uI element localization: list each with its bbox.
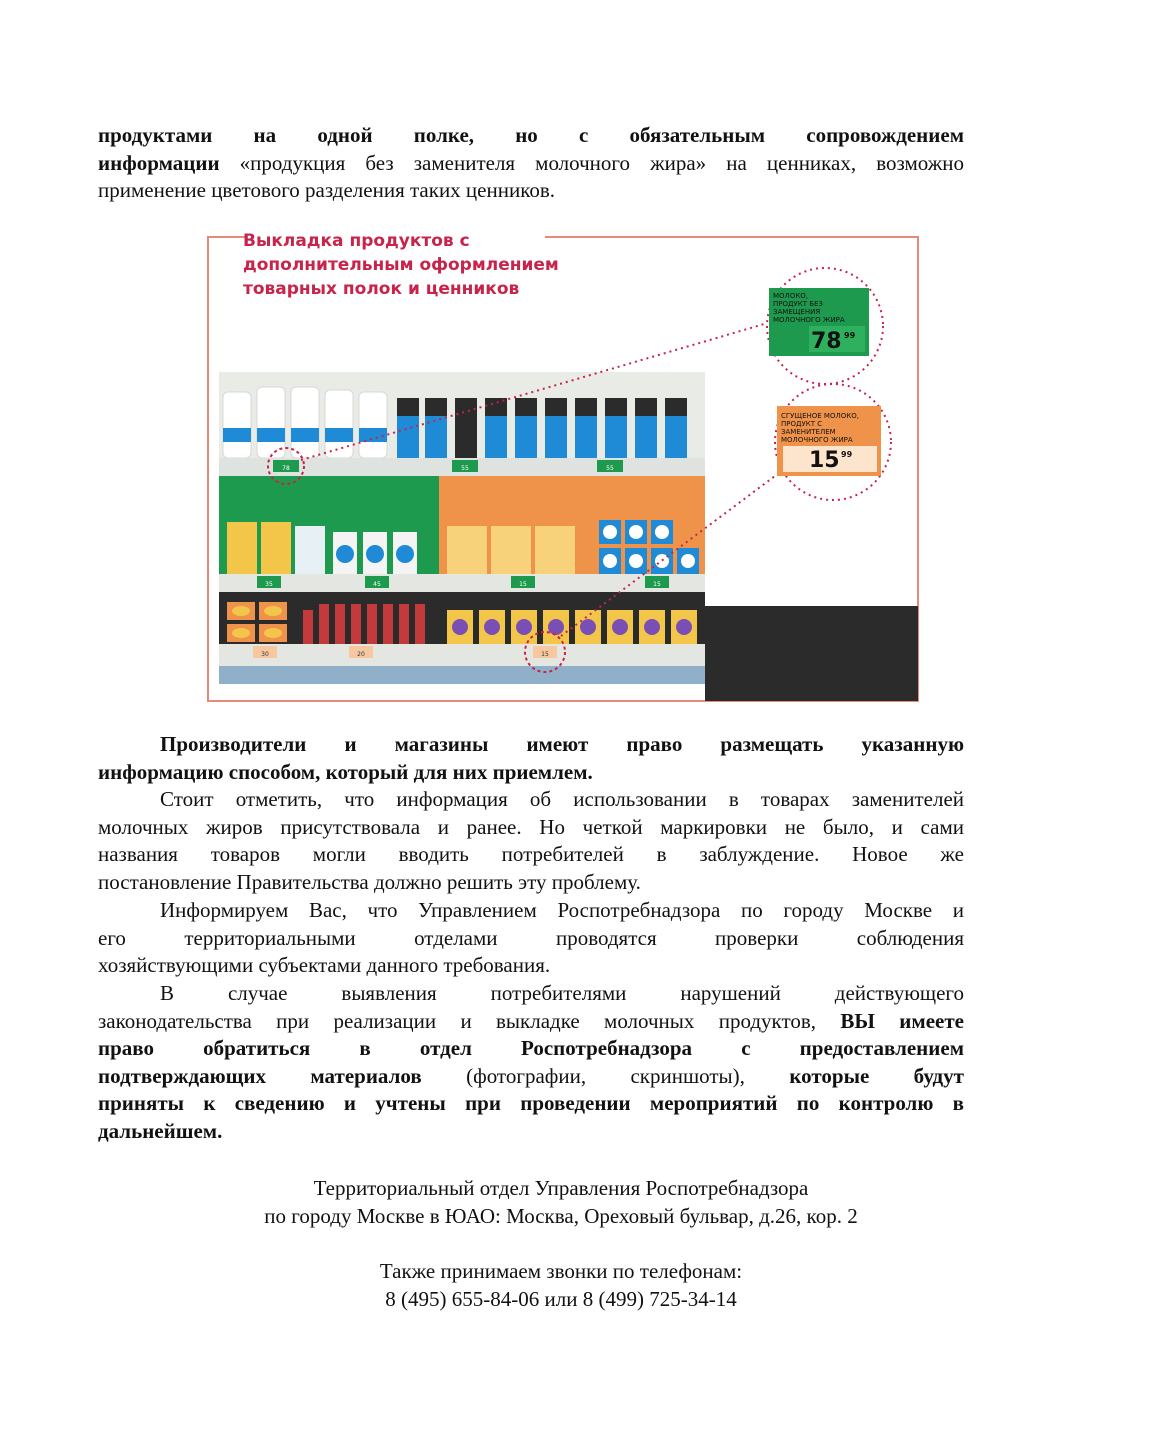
paragraph-3 <box>98 897 964 980</box>
paragraph-1-line-2: информацию способом, который для них приемлем. <box>98 759 593 784</box>
paragraph-4-line-5: приняты к сведению и учтены при проведении мероприятий по контролю в <box>98 1091 964 1116</box>
callout-green-line-2: ПРОДУКТ БЕЗ <box>773 300 823 308</box>
intro-paragraph <box>98 122 964 205</box>
shelf-tag-5-text: 45 <box>373 581 381 588</box>
contacts-phones <box>98 1257 1024 1313</box>
paragraph-4 <box>98 980 964 1146</box>
paragraph-2-line-3: названия товаров могли вводить потребителей в заблуждение. Новое же <box>98 842 964 867</box>
paragraph-4-line-6: дальнейшем. <box>98 1118 223 1143</box>
paragraph-4-line-2: законодательства при реализации и выкладке молочных продуктов, ВЫ имеете <box>98 1008 964 1033</box>
callout-green-line-1: МОЛОКО, <box>773 292 809 300</box>
callout-orange-price: 15 <box>809 448 840 473</box>
callout-orange-cents: 99 <box>841 450 853 459</box>
callout-green-line-3: ЗАМЕЩЕНИЯ <box>773 308 821 316</box>
paragraph-3-line-2: его территориальными отделами проводятся проверки соблюдения <box>98 925 964 950</box>
callout-orange-line-3: ЗАМЕНИТЕЛЕМ <box>781 428 836 436</box>
shelf-tag-10-text: 15 <box>541 651 549 658</box>
intro-line-2: информации «продукция без заменителя молочного жира» на ценниках, возможно <box>98 150 964 175</box>
callout-orange-line-1: СГУЩЕНОЕ МОЛОКО, <box>781 412 859 420</box>
shelf-tag-1-text: 78 <box>282 465 290 472</box>
shelf-tag-8-text: 30 <box>261 651 269 658</box>
paragraph-3-line-3: хозяйствующими субъектами данного требования. <box>98 953 551 978</box>
paragraph-4-line-1: В случае выявления потребителями нарушений действующего <box>160 981 964 1005</box>
paragraph-2-line-1: Стоит отметить, что информация об использовании в товарах заменителей <box>160 787 964 811</box>
figure-title-line-2: дополнительным оформлением <box>243 255 559 275</box>
contacts-address <box>98 1174 1024 1230</box>
shelf-tag-3-text: 55 <box>606 465 614 472</box>
floor-dark <box>705 606 918 701</box>
paragraph-2-line-4: постановление Правительства должно решить эту проблему. <box>98 869 641 894</box>
paragraph-2 <box>98 786 964 896</box>
intro-line-3: применение цветового разделения таких ценников. <box>98 178 556 203</box>
intro-line-1: продуктами на одной полке, но с обязательным сопровождением <box>98 123 964 147</box>
milk-bottles-left <box>223 387 387 458</box>
paragraph-1-line-1: Производители и магазины имеют право размещать указанную <box>160 732 964 756</box>
callout-green-price: 78 <box>811 329 842 354</box>
paragraph-1 <box>98 731 964 786</box>
paragraph-3-line-1: Информируем Вас, что Управлением Роспотребнадзора по городу Москве и <box>160 898 964 922</box>
shelf-tag-4-text: 35 <box>265 581 273 588</box>
paragraph-4-line-4: подтверждающих материалов (фотографии, скриншоты), которые будут <box>98 1063 964 1088</box>
figure-title-line-1: Выкладка продуктов с <box>243 232 470 251</box>
shelf-tag-9-text: 20 <box>357 651 365 658</box>
contacts-line-3: Также принимаем звонки по телефонам: <box>379 1259 743 1283</box>
callout-green-cents: 99 <box>844 331 856 340</box>
paragraph-4-line-3: право обратиться в отдел Роспотребнадзора с предоставлением <box>98 1036 964 1061</box>
contacts-line-1: Территориальный отдел Управления Роспотребнадзора <box>313 1176 809 1200</box>
callout-green-line-4: МОЛОЧНОГО ЖИРА <box>773 316 845 324</box>
paragraph-2-line-2: молочных жиров присутствовала и ранее. Но четкой маркировки не было, и сами <box>98 814 964 839</box>
callout-orange-line-4: МОЛОЧНОГО ЖИРА <box>781 436 853 444</box>
shelf-illustration <box>205 232 921 704</box>
shelf-tag-2-text: 55 <box>461 465 469 472</box>
contacts-line-4: 8 (495) 655-84-06 или 8 (499) 725-34-14 <box>385 1287 737 1311</box>
figure-title-line-3: товарных полок и ценников <box>243 279 520 299</box>
contacts-line-2: по городу Москве в ЮАО: Москва, Ореховый бульвар, д.26, кор. 2 <box>264 1204 858 1228</box>
shelf-tag-7-text: 15 <box>653 581 661 588</box>
callout-orange-line-2: ПРОДУКТ С <box>781 420 823 428</box>
shelf-tag-6-text: 15 <box>519 581 527 588</box>
